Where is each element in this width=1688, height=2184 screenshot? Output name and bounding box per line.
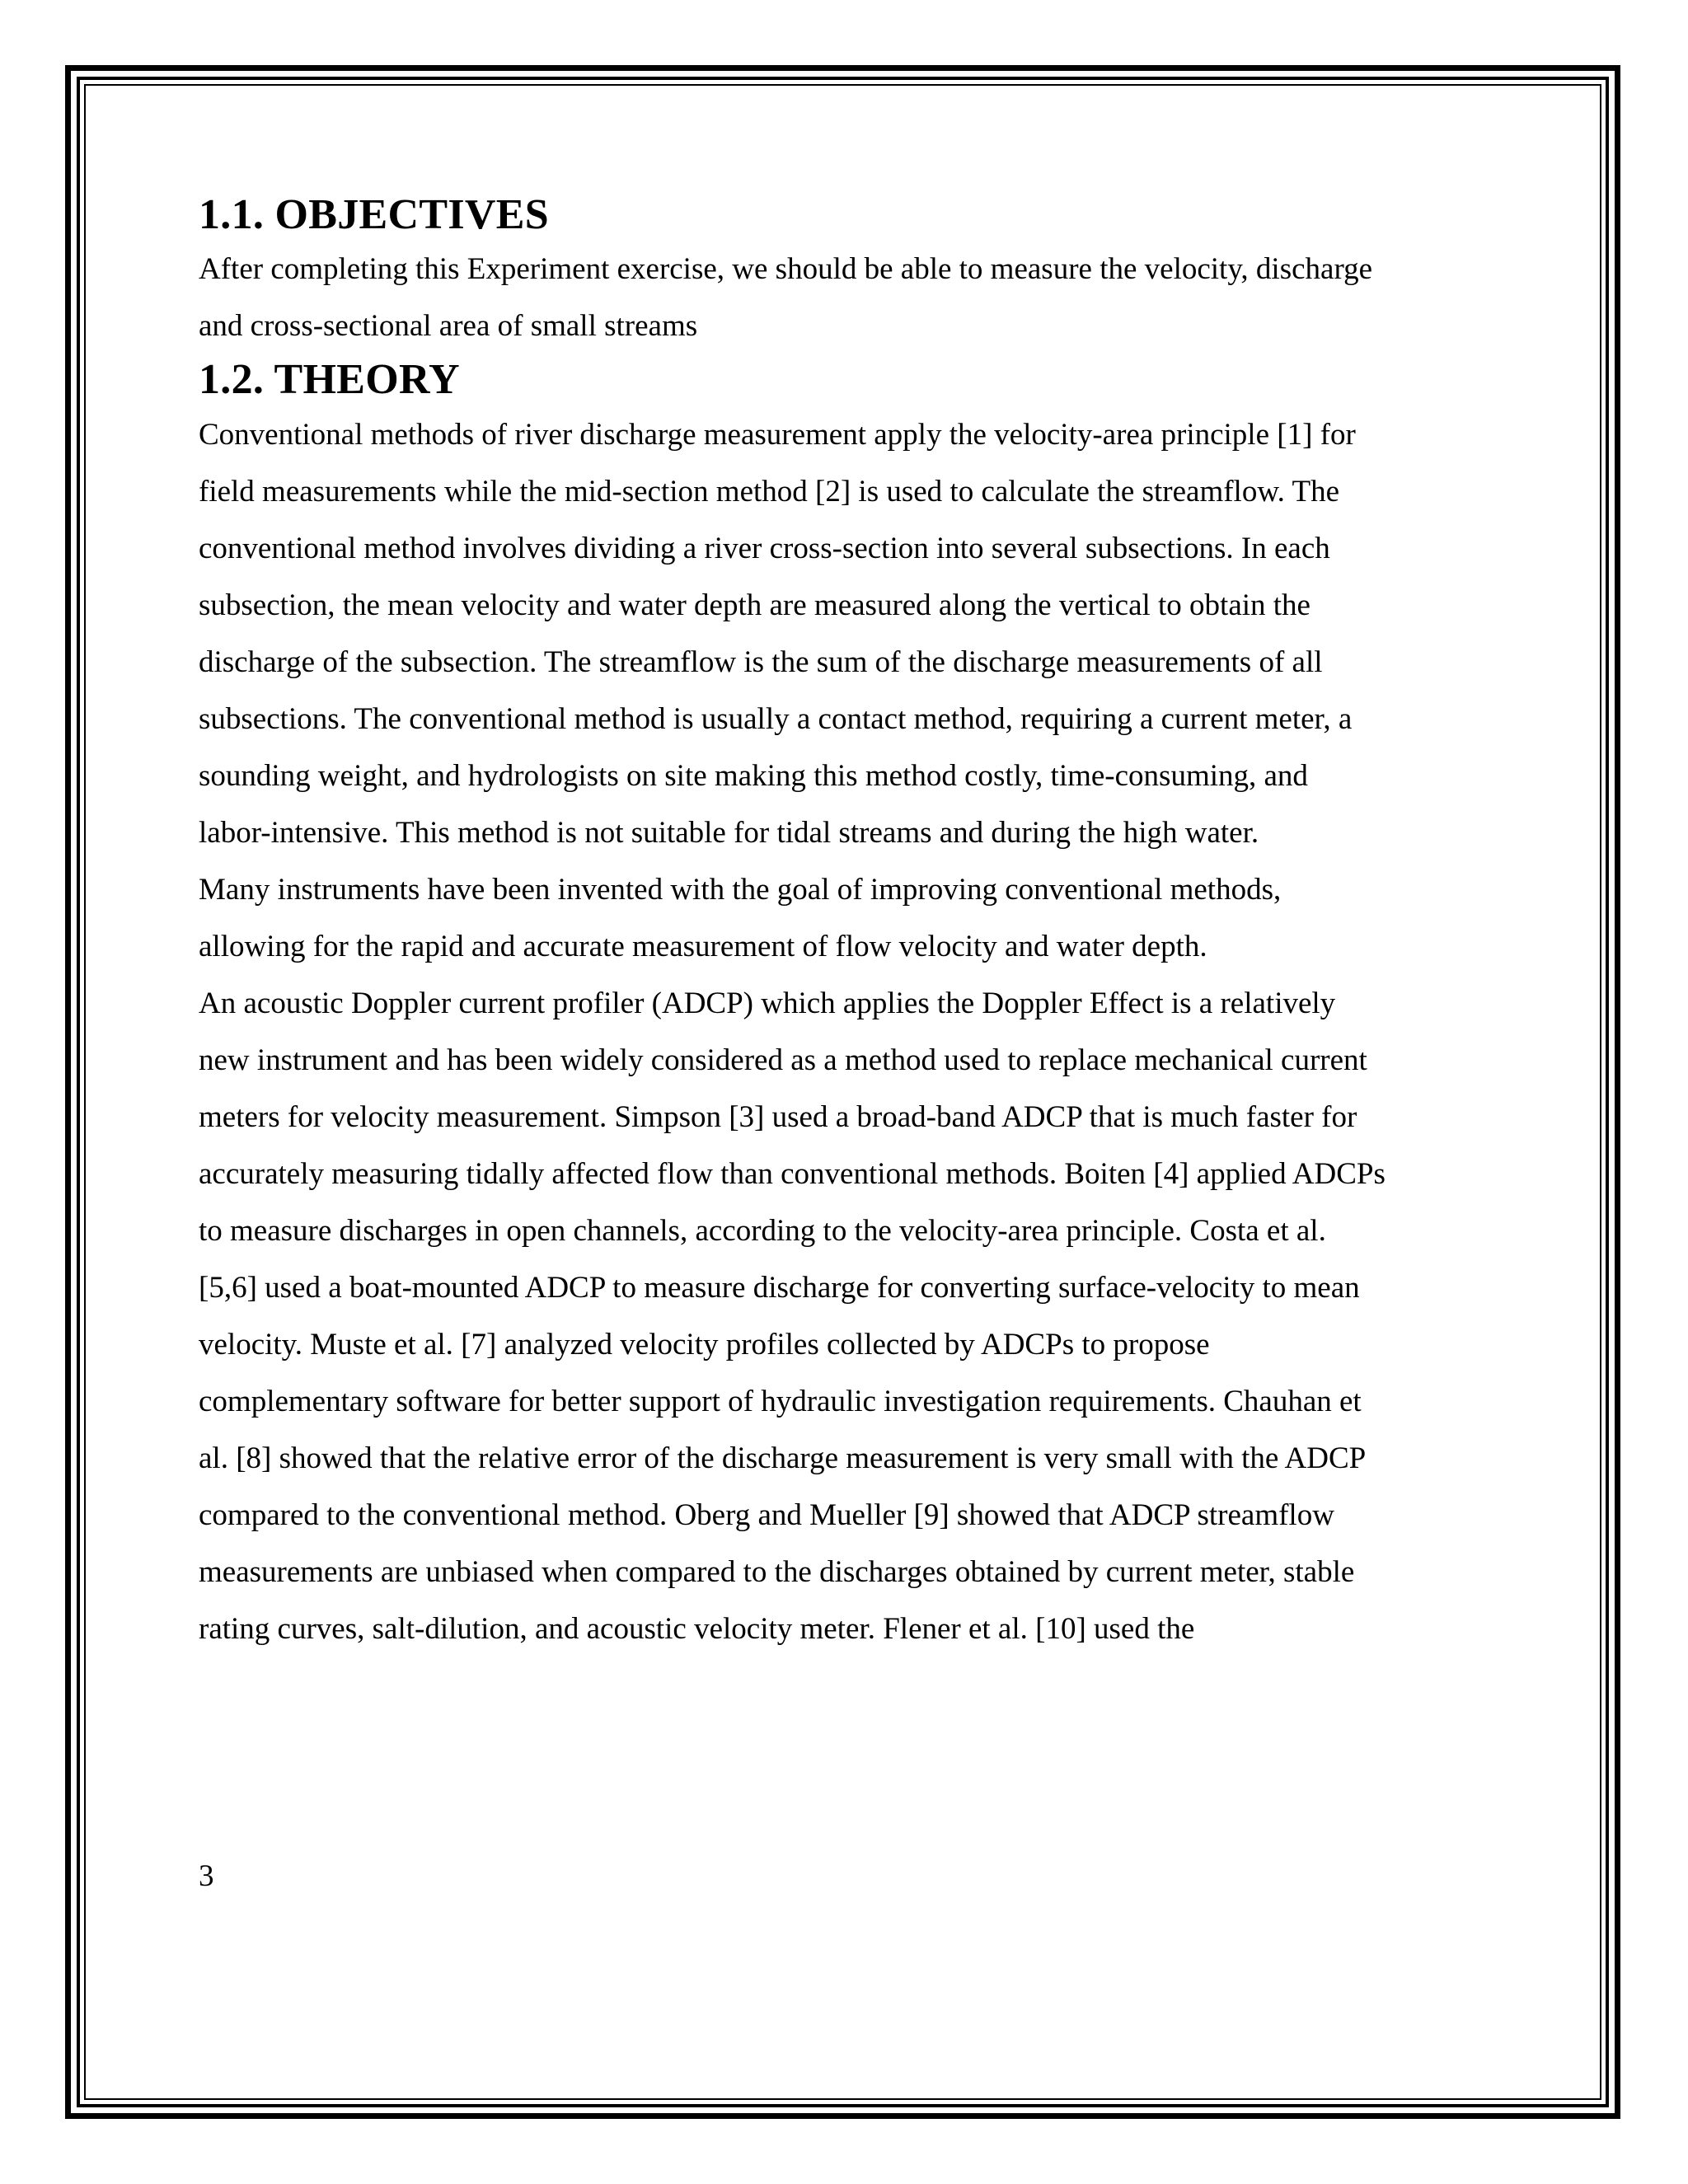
text-line: meters for velocity measurement. Simpson [3] used a broad-band ADCP that is much faster for: [199, 1099, 1357, 1134]
text-line: compared to the conventional method. Oberg and Mueller [9] showed that ADCP streamflow: [199, 1497, 1334, 1532]
text-line: accurately measuring tidally affected flow than conventional methods. Boiten [4] applied ADCPs: [199, 1156, 1386, 1191]
page-content: [199, 190, 1501, 1657]
objectives-heading: 1.1. OBJECTIVES: [199, 191, 549, 238]
page-number: 3: [199, 1859, 214, 1893]
text-line: sounding weight, and hydrologists on site making this method costly, time-consuming, and: [199, 758, 1308, 793]
text-line: and cross-sectional area of small streams: [199, 309, 698, 344]
text-line: field measurements while the mid-section method [2] is used to calculate the streamflow. The: [199, 474, 1339, 509]
objectives-paragraph: [199, 241, 1501, 354]
theory-paragraph: [199, 406, 1501, 1657]
text-line: al. [8] showed that the relative error of the discharge measurement is very small with the ADCP: [199, 1441, 1367, 1475]
text-line: velocity. Muste et al. [7] analyzed velocity profiles collected by ADCPs to propose: [199, 1327, 1210, 1361]
text-line: complementary software for better support of hydraulic investigation requirements. Chauhan et: [199, 1384, 1362, 1418]
text-line: to measure discharges in open channels, according to the velocity-area principle. Costa et al.: [199, 1213, 1326, 1248]
theory-heading: 1.2. THEORY: [199, 356, 460, 404]
text-line: An acoustic Doppler current profiler (ADCP) which applies the Doppler Effect is a relatively: [199, 986, 1336, 1020]
text-line: After completing this Experiment exercise, we should be able to measure the velocity, discharge: [199, 252, 1373, 287]
text-line: labor-intensive. This method is not suitable for tidal streams and during the high water.: [199, 815, 1259, 850]
text-line: discharge of the subsection. The streamflow is the sum of the discharge measurements of all: [199, 644, 1323, 679]
text-line: [5,6] used a boat-mounted ADCP to measure discharge for converting surface-velocity to mean: [199, 1270, 1360, 1305]
text-line: measurements are unbiased when compared to the discharges obtained by current meter, stable: [199, 1554, 1355, 1589]
text-line: Conventional methods of river discharge measurement apply the velocity-area principle [1] for: [199, 417, 1356, 452]
text-line: rating curves, salt-dilution, and acoustic velocity meter. Flener et al. [10] used the: [199, 1611, 1195, 1646]
text-line: Many instruments have been invented with the goal of improving conventional methods,: [199, 872, 1282, 907]
text-line: subsections. The conventional method is usually a contact method, requiring a current meter, a: [199, 701, 1353, 736]
text-line: subsection, the mean velocity and water depth are measured along the vertical to obtain the: [199, 588, 1311, 622]
text-line: allowing for the rapid and accurate measurement of flow velocity and water depth.: [199, 929, 1207, 963]
text-line: conventional method involves dividing a river cross-section into several subsections. In each: [199, 531, 1330, 565]
text-line: new instrument and has been widely considered as a method used to replace mechanical current: [199, 1043, 1367, 1077]
